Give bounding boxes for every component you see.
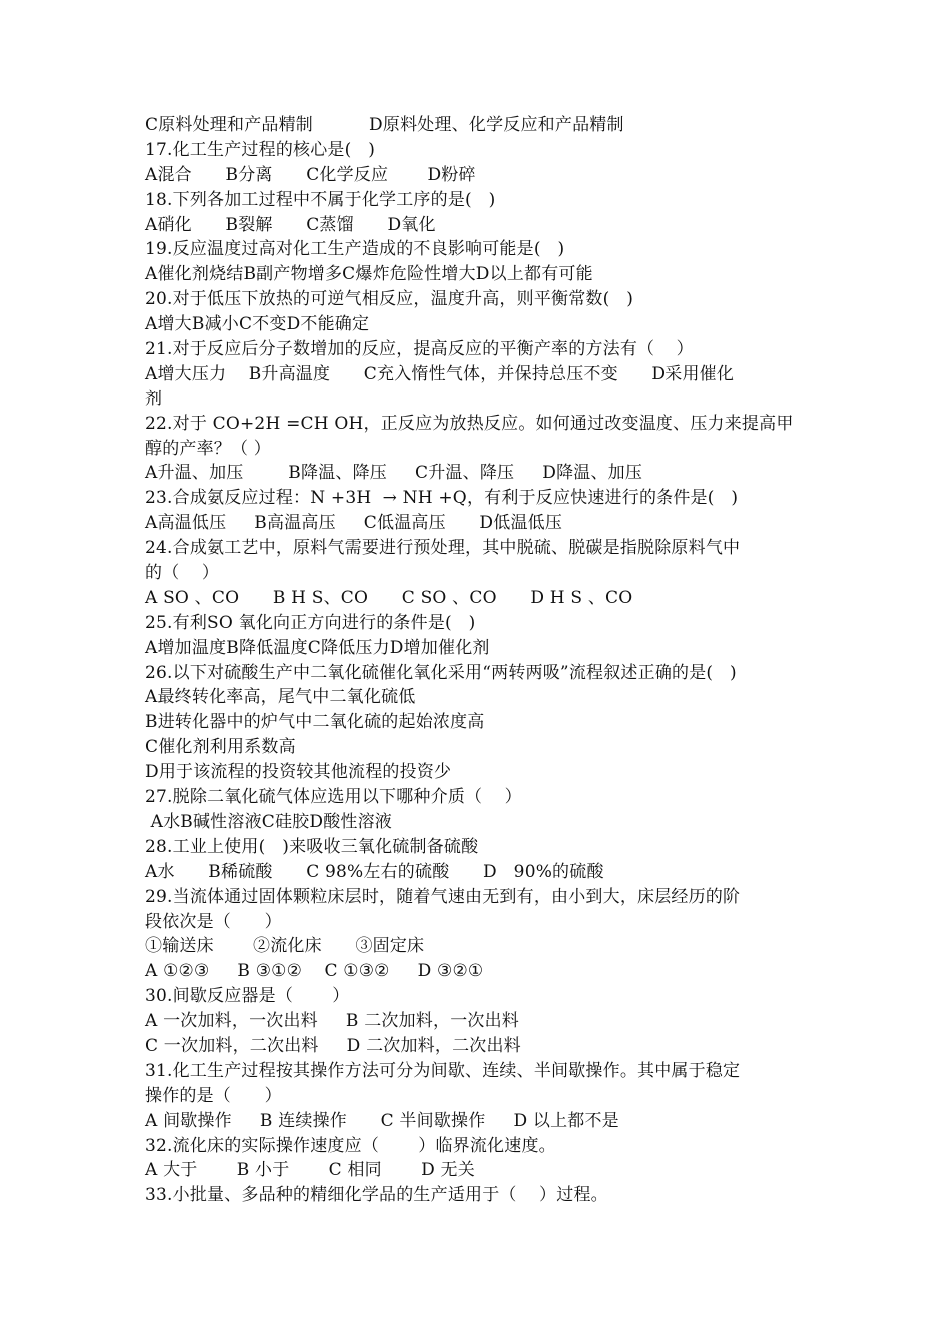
options-18: A硝化 B裂解 C蒸馏 D氧化 (145, 214, 436, 235)
question-18: 18.下列各加工过程中不属于化学工序的是( ) (145, 189, 496, 210)
question-31-continued: 操作的是（ ） (145, 1085, 282, 1106)
question-26: 26.以下对硫酸生产中二氧化硫催化氧化采用“两转两吸”流程叙述正确的是( ) (145, 662, 737, 683)
question-19: 19.反应温度过高对化工生产造成的不良影响可能是( ) (145, 239, 565, 260)
options-30-cd: C 一次加料，二次出料 D 二次加料，二次出料 (145, 1035, 521, 1056)
stages-29: ①输送床 ②流化床 ③固定床 (145, 936, 425, 957)
options-21-continued: 剂 (145, 388, 163, 409)
question-23: 23.合成氨反应过程：N +3H → NH +Q，有利于反应快速进行的条件是( ) (145, 488, 739, 509)
question-30: 30.间歇反应器是（ ） (145, 986, 350, 1007)
options-32: A 大于 B 小于 C 相同 D 无关 (145, 1160, 475, 1181)
question-text-block (145, 113, 815, 1208)
question-24-continued: 的（ ） (145, 563, 220, 584)
question-32: 32.流化床的实际操作速度应（ ）临界流化速度。 (145, 1135, 556, 1156)
options-28: A水 B稀硫酸 C 98%左右的硫酸 D 90%的硫酸 (145, 861, 604, 882)
question-24: 24.合成氨工艺中，原料气需要进行预处理，其中脱硫、脱碳是指脱除原料气中 (145, 538, 741, 559)
question-17: 17.化工生产过程的核心是( ) (145, 139, 376, 160)
text-line: C原料处理和产品精制 D原料处理、化学反应和产品精制 (145, 115, 624, 135)
options-25: A增加温度B降低温度C降低压力D增加催化剂 (145, 637, 490, 658)
question-31: 31.化工生产过程按其操作方法可分为间歇、连续、半间歇操作。其中属于稳定 (145, 1060, 741, 1081)
options-22: A升温、加压 B降温、降压 C升温、降压 D降温、加压 (145, 463, 643, 484)
question-22-continued: 醇的产率？（ ） (145, 438, 272, 459)
question-22: 22.对于 CO+2H =CH OH，正反应为放热反应。如何通过改变温度、压力来提高甲 (145, 413, 794, 434)
options-24: A SO 、CO B H S、CO C SO 、CO D H S 、CO (145, 587, 633, 608)
options-29: A ①②③ B ③①② C ①③② D ③②① (145, 961, 484, 982)
question-29-continued: 段依次是（ ） (145, 911, 282, 932)
options-27: A水B碱性溶液C硅胶D酸性溶液 (145, 811, 393, 832)
question-29: 29.当流体通过固体颗粒床层时，随着气速由无到有，由小到大，床层经历的阶 (145, 886, 741, 907)
options-23: A高温低压 B高温高压 C低温高压 D低温低压 (145, 513, 563, 534)
question-21: 21.对于反应后分子数增加的反应，提高反应的平衡产率的方法有（ ） (145, 339, 694, 360)
question-25: 25.有利SO 氧化向正方向进行的条件是( ) (145, 612, 476, 633)
options-21: A增大压力 B升高温度 C充入惰性气体，并保持总压不变 D采用催化 (145, 363, 735, 384)
question-20: 20.对于低压下放热的可逆气相反应，温度升高，则平衡常数( ) (145, 289, 634, 310)
option-26-d: D用于该流程的投资较其他流程的投资少 (145, 762, 452, 783)
options-20: A增大B减小C不变D不能确定 (145, 314, 370, 335)
question-33: 33.小批量、多品种的精细化学品的生产适用于（ ）过程。 (145, 1185, 608, 1206)
options-30-ab: A 一次加料，一次出料 B 二次加料，一次出料 (145, 1011, 519, 1032)
option-26-b: B进转化器中的炉气中二氧化硫的起始浓度高 (145, 712, 485, 733)
question-28: 28.工业上使用( )来吸收三氧化硫制备硫酸 (145, 836, 479, 857)
options-19: A催化剂烧结B副产物增多C爆炸危险性增大D以上都有可能 (145, 264, 593, 285)
option-26-a: A最终转化率高，尾气中二氧化硫低 (145, 687, 416, 708)
option-26-c: C催化剂利用系数高 (145, 737, 296, 758)
options-17: A混合 B分离 C化学反应 D粉碎 (145, 164, 476, 185)
options-31: A 间歇操作 B 连续操作 C 半间歇操作 D 以上都不是 (145, 1110, 619, 1131)
question-27: 27.脱除二氧化硫气体应选用以下哪种介质（ ） (145, 787, 522, 808)
